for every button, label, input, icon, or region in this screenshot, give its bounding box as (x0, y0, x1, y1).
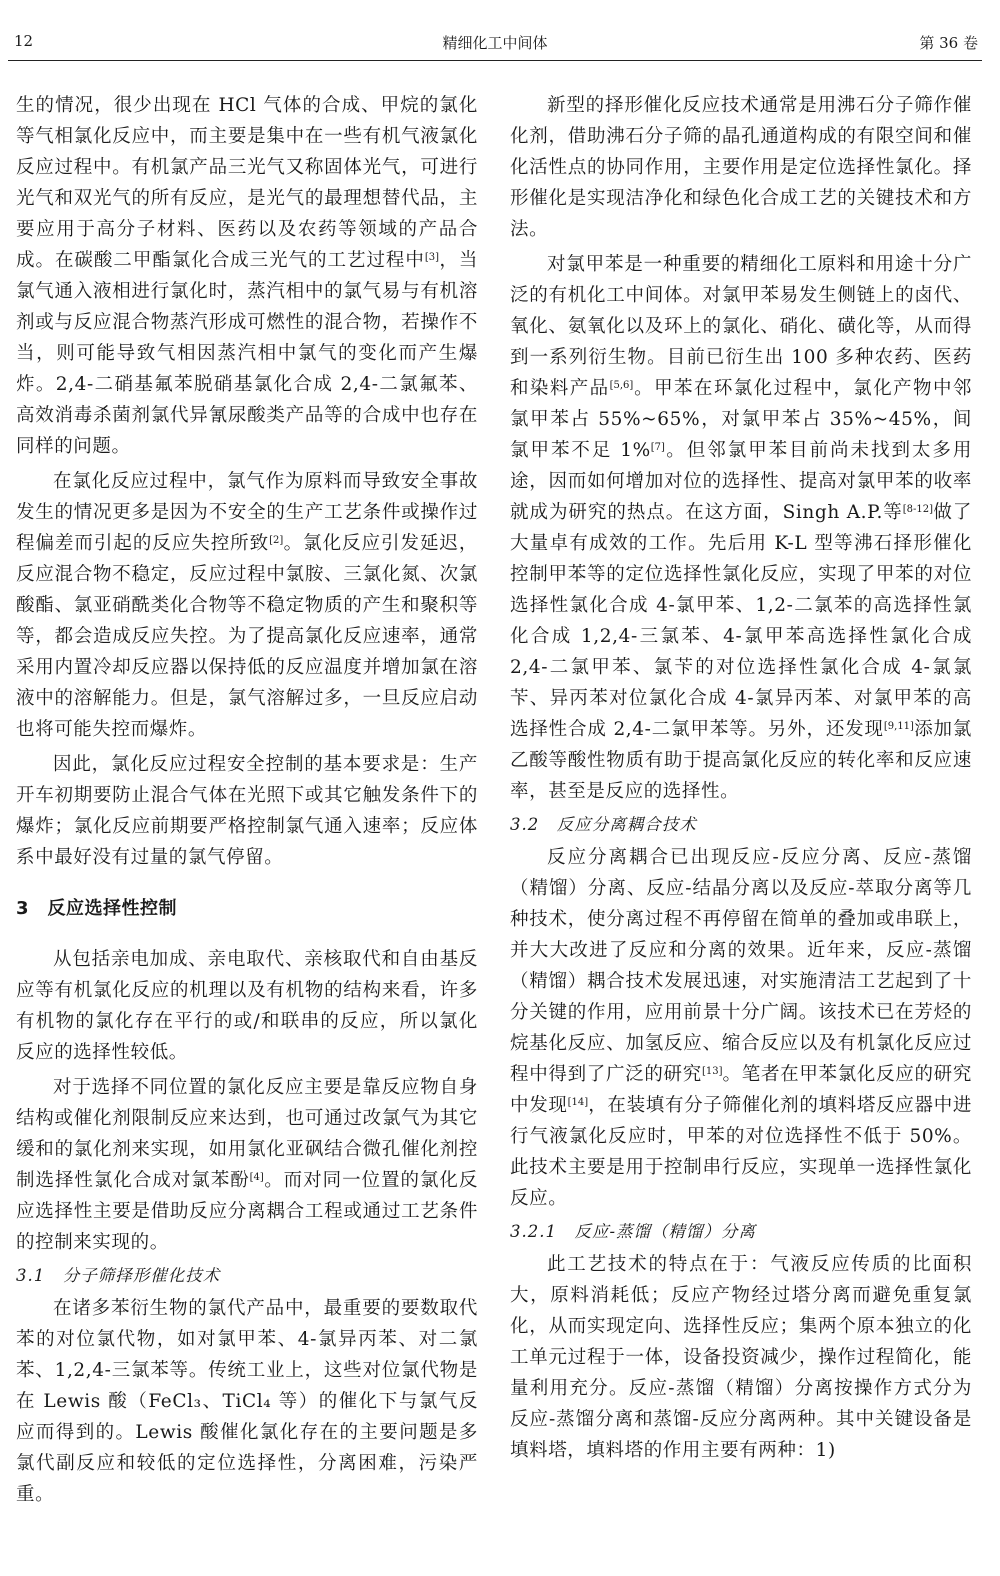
right-column (510, 90, 972, 1466)
paragraph: 对于选择不同位置的氯化反应主要是靠反应物自身结构或催化剂限制反应来达到，也可通过改氯气为其它缓和的氯化剂来实现，如用氯化亚砜结合微孔催化剂控制选择性氯化合成对氯苯酚[4]。而对同一位置的氯化反应选择性主要是借助反应分离耦合工程或通过工艺条件的控制来实现的。 (16, 1077, 479, 1253)
citation: [2] (269, 535, 284, 546)
paragraph: 新型的择形催化反应技术通常是用沸石分子筛作催化剂，借助沸石分子筛的晶孔通道构成的有限空间和催化活性点的协同作用，主要作用是定位选择性氯化。择形催化是实现洁净化和绿色化合成工艺的关键技术和方法。 (510, 95, 972, 240)
citation: [13] (701, 1066, 723, 1077)
paragraph: 生的情况，很少出现在 HCl 气体的合成、甲烷的氯化等气相氯化反应中，而主要是集中在一些有机气液氯化反应过程中。有机氯产品三光气又称固体光气，可进行光气和双光气的所有反应，是光气的最理想替代品，主要应用于高分子材料、医药以及农药等领域的产品合成。在碳酸二甲酯氯化合成三光气的工艺过程中[3]，当氯气通入液相进行氯化时，蒸汽相中的氯气易与有机溶剂或与反应混合物蒸汽形成可燃性的混合物，若操作不当，则可能导致气相因蒸汽相中氯气的变化而产生爆炸。2,4-二硝基氟苯脱硝基氯化合成 2,4-二氯氟苯、高效消毒杀菌剂氯代异氰尿酸类产品等的合成中也存在同样的问题。 (16, 95, 479, 457)
running-header (8, 28, 982, 61)
subsection-heading-3-1: 3.1 分子筛择形催化技术 (16, 1266, 221, 1285)
section-heading-3: 3 反应选择性控制 (16, 898, 178, 919)
volume-label: 第 36 卷 (919, 34, 978, 52)
left-column (16, 90, 478, 1510)
subsection-heading-3-2: 3.2 反应分离耦合技术 (510, 815, 697, 834)
subsection-heading-3-2-1: 3.2.1 反应-蒸馏（精馏）分离 (510, 1222, 757, 1241)
page-number: 12 (14, 32, 34, 50)
citation: [5,6] (609, 380, 634, 391)
citation: [4] (249, 1172, 264, 1183)
citation: [9,11] (883, 721, 914, 732)
paragraph: 因此，氯化反应过程安全控制的基本要求是：生产开车初期要防止混合气体在光照下或其它触发条件下的爆炸；氯化反应前期要严格控制氯气通入速率；反应体系中最好没有过量的氯气停留。 (16, 754, 478, 868)
paragraph: 从包括亲电加成、亲电取代、亲核取代和自由基反应等有机氯化反应的机理以及有机物的结构来看，许多有机物的氯化存在平行的或/和联串的反应，所以氯化反应的选择性较低。 (16, 949, 478, 1063)
citation: [7] (650, 442, 665, 453)
paragraph: 反应分离耦合已出现反应-反应分离、反应-蒸馏（精馏）分离、反应-结晶分离以及反应-萃取分离等几种技术，使分离过程不再停留在简单的叠加或串联上，并大大改进了反应和分离的效果。近年来，反应-蒸馏（精馏）耦合技术发展迅速，对实施清洁工艺起到了十分关键的作用，应用前景十分广阔。该技术已在芳烃的烷基化反应、加氢反应、缩合反应以及有机氯化反应过程中得到了广泛的研究[13]。笔者在甲苯氯化反应的研究中发现[14]，在装填有分子筛催化剂的填料塔反应器中进行气液氯化反应时，甲苯的对位选择性不低于 50%。此技术主要是用于控制串行反应，实现单一选择性氯化反应。 (510, 847, 972, 1209)
paragraph: 在诸多苯衍生物的氯代产品中，最重要的要数取代苯的对位氯代物，如对氯甲苯、4-氯异丙苯、对二氯苯、1,2,4-三氯苯等。传统工业上，这些对位氯代物是在 Lewis 酸（FeCl₃、TiCl₄ 等）的催化下与氯气反应而得到的。Lewis 酸催化氯化存在的主要问题是多氯代副反应和较低的定位选择性，分离困难，污染严重。 (16, 1298, 478, 1505)
citation: [3] (424, 252, 440, 263)
citation: [14] (567, 1097, 589, 1108)
paragraph: 此工艺技术的特点在于：气液反应传质的比面积大，原料消耗低；反应产物经过塔分离而避免重复氯化，从而实现定向、选择性反应；集两个原本独立的化工单元过程于一体，设备投资减少，操作过程简化，能量利用充分。反应-蒸馏（精馏）分离按操作方式分为反应-蒸馏分离和蒸馏-反应分离两种。其中关键设备是填料塔，填料塔的作用主要有两种：1) (510, 1254, 972, 1461)
citation: [8-12] (902, 504, 934, 515)
journal-title: 精细化工中间体 (442, 34, 548, 52)
paragraph: 对氯甲苯是一种重要的精细化工原料和用途十分广泛的有机化工中间体。对氯甲苯易发生侧链上的卤代、氧化、氨氧化以及环上的氯化、硝化、磺化等，从而得到一系列衍生物。目前已衍生出 100 多种农药、医药和染料产品[5,6]。甲苯在环氯化过程中，氯化产物中邻氯甲苯占 55%~65%，对氯甲苯占 35%~45%，间氯甲苯不足 1%[7]。但邻氯甲苯目前尚未找到太多用途，因而如何增加对位的选择性、提高对氯甲苯的收率就成为研究的热点。在这方面，Singh A.P.等[8-12]做了大量卓有成效的工作。先后用 K-L 型等沸石择形催化控制甲苯等的定位选择性氯化反应，实现了甲苯的对位选择性氯化合成 4-氯甲苯、1,2-二氯苯的高选择性氯化合成 1,2,4-三氯苯、4-氯甲苯高选择性氯化合成 2,4-二氯甲苯、氯苄的对位选择性氯化合成 4-氯氯苄、异丙苯对位氯化合成 4-氯异丙苯、对氯甲苯的高选择性合成 2,4-二氯甲苯等。另外，还发现[9,11]添加氯乙酸等酸性物质有助于提高氯化反应的转化率和反应速率，甚至是反应的选择性。 (510, 254, 973, 802)
paragraph: 在氯化反应过程中，氯气作为原料而导致安全事故发生的情况更多是因为不安全的生产工艺条件或操作过程偏差而引起的反应失控所致[2]。氯化反应引发延迟，反应混合物不稳定，反应过程中氯胺、三氯化氮、次氯酸酯、氯亚硝酰类化合物等不稳定物质的产生和聚积等等，都会造成反应失控。为了提高氯化反应速率，通常采用内置冷却反应器以保持低的反应温度并增加氯在溶液中的溶解能力。但是，氯气溶解过多，一旦反应启动也将可能失控而爆炸。 (16, 471, 478, 740)
